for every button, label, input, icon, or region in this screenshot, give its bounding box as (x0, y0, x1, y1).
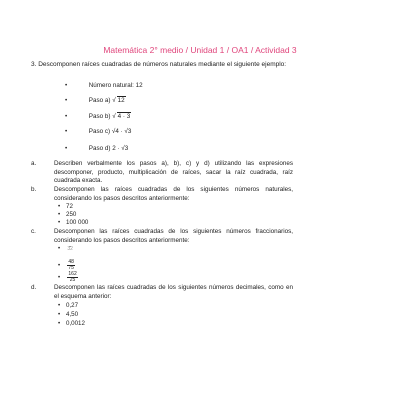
question-text: Describen verbalmente los pasos a), b), c) y d) utilizando las expresiones descomponer, producto, multiplicación de raíces, sacar la raíz cuadrada, raíz cuadrada exacta. (54, 160, 293, 185)
bullet: • (65, 97, 68, 104)
numerator: 162 (68, 271, 77, 277)
step-label: Paso b) (88, 113, 111, 120)
question-text: Descomponen las raíces cuadradas de los siguientes números decimales, como en el esquema anterior: (54, 284, 293, 300)
question-letter: b. (31, 186, 37, 193)
radical-sign: √ (112, 97, 116, 104)
step-value: 4 · 3 (117, 113, 131, 120)
question-text: Descomponen las raíces cuadradas de los siguientes números naturales, considerando los pasos descritos anteriormente: (54, 186, 293, 202)
step-value: 12 (117, 97, 125, 104)
step-label: Paso c) (88, 128, 111, 135)
list-item (58, 320, 85, 328)
example-step (65, 97, 126, 104)
list-item (58, 211, 76, 219)
example-step (65, 145, 128, 152)
bullet: • (65, 128, 68, 135)
step-value: 12 (135, 82, 143, 89)
item-value: 4,50 (66, 311, 79, 318)
bullet: • (58, 311, 61, 318)
question-c (31, 228, 293, 245)
question-letter: c. (31, 228, 36, 235)
bullet: • (65, 82, 68, 89)
bullet: • (65, 113, 68, 120)
item-value: 72 (66, 203, 73, 210)
bullet: • (65, 145, 68, 152)
bullet: • (58, 246, 61, 252)
list-item (58, 219, 88, 227)
bullet: • (58, 262, 61, 269)
intro-text: 3. Descomponen raíces cuadradas de números naturales mediante el siguiente ejemplo: (31, 61, 287, 68)
example-step (65, 113, 131, 120)
item-value: 0,27 (66, 302, 79, 309)
example-step (65, 82, 143, 89)
radical-sign: √ (112, 113, 116, 120)
denominator: 25 (69, 277, 76, 283)
step-label: Paso a) (88, 97, 111, 104)
step-label: Número natural: (88, 82, 134, 89)
numerator: 48 (68, 259, 74, 265)
denominator: 75 (68, 265, 74, 271)
question-letter: d. (31, 284, 37, 291)
denominator: 32 (67, 246, 73, 252)
example-step (65, 128, 131, 135)
step-value: 2 · √3 (112, 145, 129, 152)
list-item (58, 302, 78, 310)
question-letter: a. (31, 160, 37, 167)
question-d (31, 284, 293, 301)
list-item (58, 311, 78, 319)
bullet: • (58, 274, 61, 281)
list-item (58, 260, 75, 271)
radical-sign: √ (111, 128, 116, 135)
step-label: Paso d) (88, 145, 111, 152)
bullet: • (58, 211, 61, 218)
fraction (67, 272, 77, 283)
list-item (58, 203, 73, 211)
list-item (58, 246, 73, 252)
question-text: Descomponen las raíces cuadradas de los siguientes números fraccionarios, considerando los pasos descritos anteriormente: (54, 228, 293, 244)
list-item (58, 272, 78, 283)
item-value: 100 000 (66, 219, 89, 226)
item-value: 250 (66, 211, 77, 218)
bullet: • (58, 219, 61, 226)
question-a (31, 160, 293, 186)
page-title: Matemática 2° medio / Unidad 1 / OA1 / Actividad 3 (103, 45, 297, 55)
bullet: • (58, 320, 61, 327)
bullet: • (58, 203, 61, 210)
bullet: • (58, 302, 61, 309)
fraction (67, 260, 75, 271)
step-value: 4 · √3 (115, 128, 132, 135)
question-b (31, 186, 293, 203)
item-value: 0,0012 (66, 320, 85, 327)
fraction (67, 246, 73, 252)
